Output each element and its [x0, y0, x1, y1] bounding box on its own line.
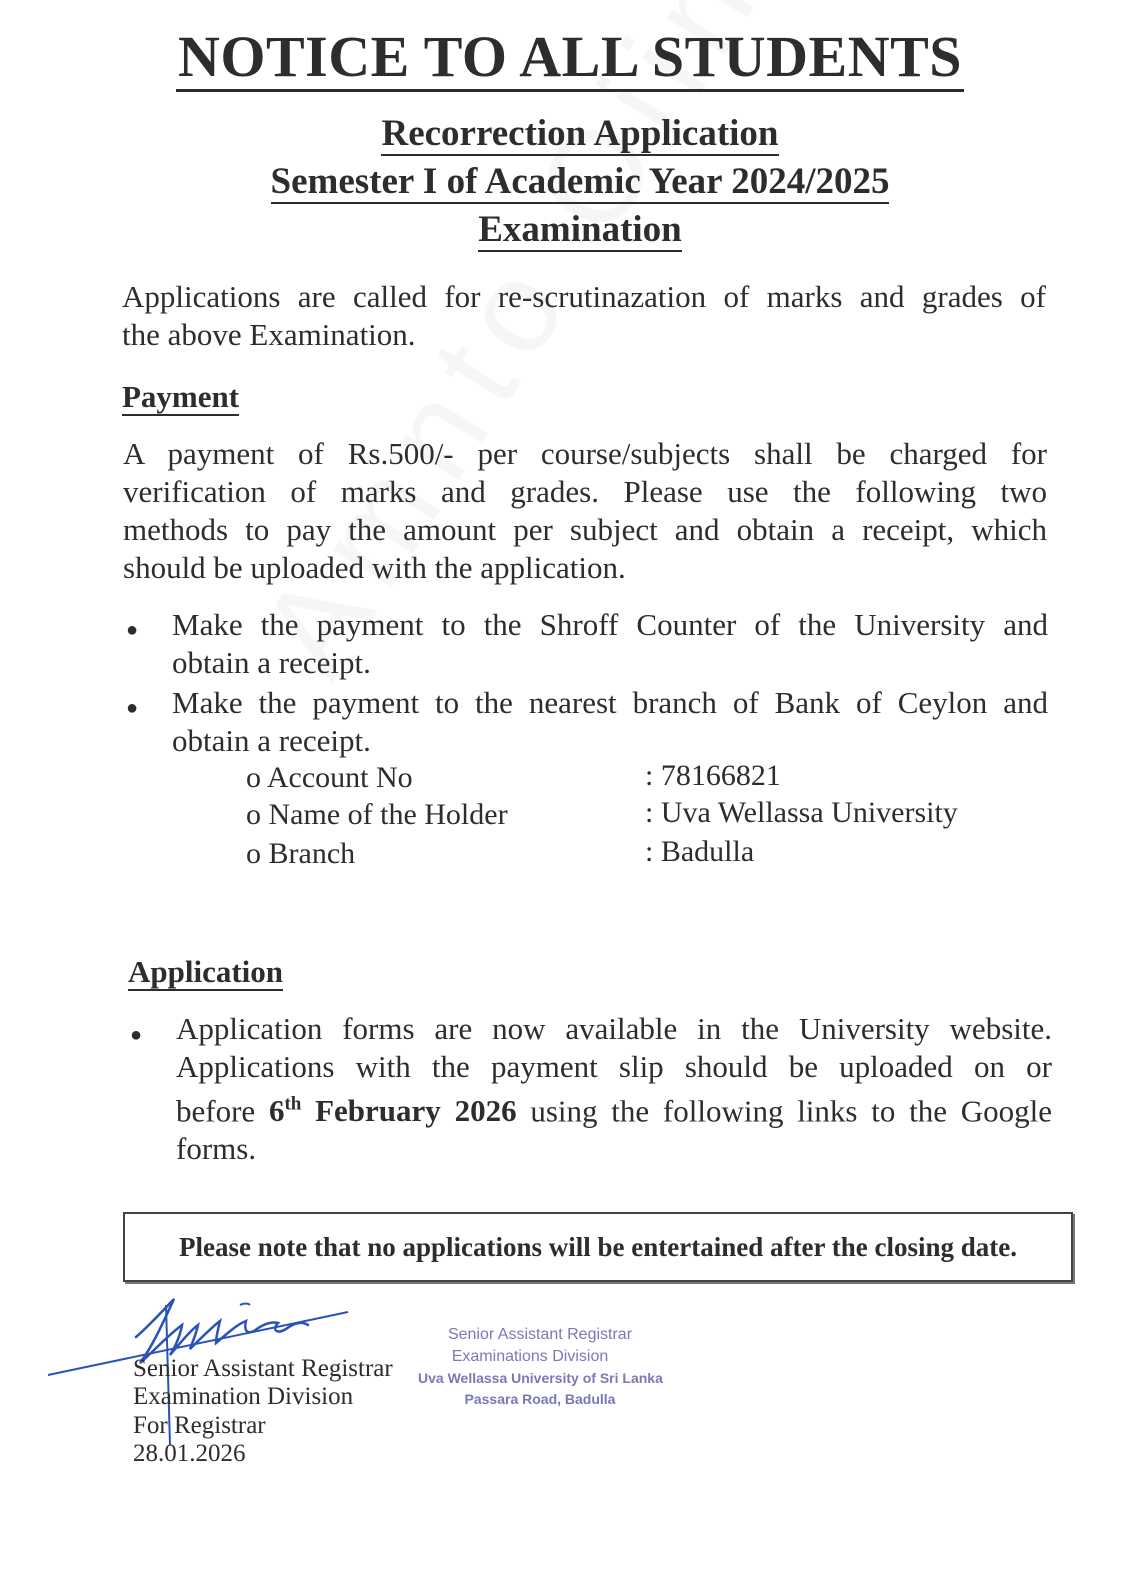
application-line-2: Applications with the payment slip should be uploaded on or — [176, 1049, 1052, 1084]
stamp-line-3: Uva Wellassa University of Sri Lanka — [418, 1370, 663, 1386]
bullet-2-line-1: Make the payment to the nearest branch of Bank of Ceylon and — [172, 685, 1048, 720]
account-number-row: o Account No — [246, 761, 413, 794]
bullet-dot-2: ● — [126, 697, 139, 719]
payment-line-4: should be uploaded with the application. — [123, 550, 626, 585]
subtitle-text-3: Examination — [478, 209, 682, 250]
payment-heading-text: Payment — [122, 379, 240, 414]
signatory-title: Senior Assistant Registrar — [133, 1355, 393, 1382]
intro-line-2: the above Examination. — [122, 317, 416, 352]
branch-label: Branch — [268, 837, 356, 870]
subtitle-text-1: Recorrection Application — [381, 113, 779, 154]
application-line-4: forms. — [176, 1131, 257, 1167]
subtitle-text-2: Semester I of Academic Year 2024/2025 — [270, 161, 890, 202]
branch-value: : Badulla — [645, 835, 755, 868]
payment-bullet-2 — [172, 684, 1048, 760]
bullet-2-line-2: obtain a receipt. — [172, 723, 371, 758]
payment-bullet-1 — [172, 606, 1048, 682]
branch-row: o Branch — [246, 837, 356, 870]
stamp-line-2: Examinations Division — [451, 1348, 609, 1365]
payment-paragraph — [123, 435, 1047, 587]
account-number-value: : 78166821 — [645, 759, 781, 792]
application-line-3 — [176, 1086, 1052, 1130]
bullet-dot-1: ● — [126, 619, 139, 641]
signatory-division: Examination Division — [133, 1383, 354, 1410]
payment-heading — [122, 378, 239, 416]
account-holder-row: o Name of the Holder — [246, 798, 508, 831]
account-holder-label: Name of the Holder — [268, 798, 508, 831]
payment-line-1: A payment of Rs.500/- per course/subjects shall be charged for — [123, 436, 1047, 471]
intro-line-1: Applications are called for re-scrutinazation of marks and grades of — [122, 279, 1046, 314]
deadline-date: 6th February 2026 — [268, 1093, 517, 1129]
payment-line-2: verification of marks and grades. Please use the following two — [123, 474, 1047, 509]
account-holder-value: : Uva Wellassa University — [645, 796, 958, 829]
bullet-1-line-2: obtain a receipt. — [172, 645, 371, 680]
closing-date-notice — [123, 1212, 1073, 1282]
account-number-label: Account No — [266, 761, 413, 794]
application-paragraph — [176, 1010, 1052, 1168]
application-heading-text: Application — [128, 954, 284, 989]
closing-date-notice-text: Please note that no applications will be entertained after the closing date. — [179, 1232, 1017, 1262]
subtitle-line-2 — [0, 160, 1140, 204]
page-title — [0, 24, 1140, 90]
application-heading — [128, 953, 283, 991]
notice-date: 28.01.2026 — [133, 1440, 246, 1467]
bullet-1-line-1: Make the payment to the Shroff Counter of the University and — [172, 607, 1048, 642]
page-title-text: NOTICE TO ALL STUDENTS — [176, 24, 964, 92]
subtitle-line-3 — [0, 208, 1140, 252]
application-after-text: using the following links to the Google — [530, 1093, 1053, 1129]
payment-line-3: methods to pay the amount per subject and obtain a receipt, which — [123, 512, 1047, 547]
application-line-1: Application forms are now available in the University website. — [176, 1011, 1052, 1046]
stamp-line-4: Passara Road, Badulla — [464, 1391, 616, 1407]
intro-paragraph — [122, 278, 1046, 354]
stamp-line-1: Senior Assistant Registrar — [447, 1326, 633, 1343]
bullet-dot-3: ● — [130, 1024, 143, 1046]
subtitle-line-1 — [0, 112, 1140, 156]
signatory-for: For Registrar — [133, 1412, 266, 1439]
application-before-text: before — [176, 1093, 256, 1129]
